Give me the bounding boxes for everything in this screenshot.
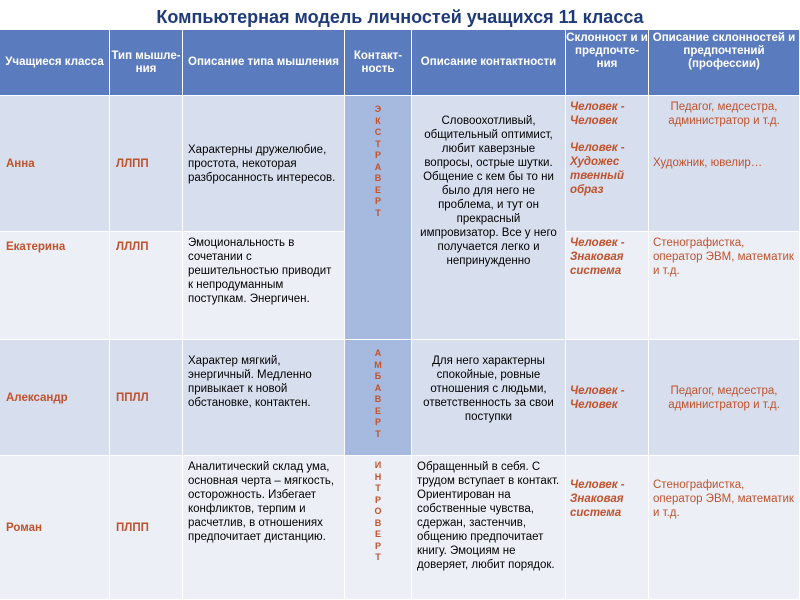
professions-cell xyxy=(649,96,800,232)
student-name: Анна xyxy=(0,96,110,232)
header-inclinations: Склонност и и предпочте-ния xyxy=(566,30,649,96)
thinking-code: ЛЛПП xyxy=(110,96,183,232)
header-student: Учащиеся класса xyxy=(0,30,110,96)
thinking-description: Характер мягкий, энергичный. Медленно привыкает к новой обстановке, контактен. xyxy=(183,340,345,456)
header-thinking-desc: Описание типа мышления xyxy=(183,30,345,96)
student-name: Роман xyxy=(0,456,110,600)
contact-introvert: И Н Т Р О В Е Р Т xyxy=(345,456,412,600)
contact-extravert: Э К С Т Р А В Е Р Т xyxy=(345,96,412,340)
profession: Стенографистка, оператор ЭВМ, математик и т.д. xyxy=(649,456,800,600)
student-name: Александр xyxy=(0,340,110,456)
page-title: Компьютерная модель личностей учащихся 11 класса xyxy=(156,7,644,27)
thinking-description: Характерны дружелюбие, простота, некоторая разбросанность интересов. xyxy=(183,96,345,232)
contact-description-extravert: Словоохотливый, общительный оптимист, любит каверзные вопросы, острые шутки. Общение с кем бы то ни было для него не проблема, и тут он прекрасный импровизатор. Все у него получается легко и непринужденно xyxy=(412,96,566,340)
profession: Педагог, медсестра, администратор и т.д. xyxy=(649,340,800,456)
header-contact: Контакт-ность xyxy=(345,30,412,96)
header-contact-desc: Описание контактности xyxy=(412,30,566,96)
thinking-code: ЛЛЛП xyxy=(110,232,183,340)
personality-table xyxy=(0,30,800,600)
inclination: Человек - Знаковая система xyxy=(566,456,649,600)
header-inclinations-desc: Описание склонностей и предпочтений (профессии) xyxy=(649,30,800,96)
profession: Стенографистка, оператор ЭВМ, математик и т.д. xyxy=(649,232,800,340)
contact-ambivert: А М Б А В Е Р Т xyxy=(345,340,412,456)
profession: Художник, ювелир… xyxy=(653,157,763,169)
student-name: Екатерина xyxy=(0,232,110,340)
header-thinking-type: Тип мышле-ния xyxy=(110,30,183,96)
inclination: Человек - Знаковая система xyxy=(566,232,649,340)
thinking-code: ПЛПП xyxy=(110,456,183,600)
contact-description: Обращенный в себя. С трудом вступает в контакт. Ориентирован на собственные чувства, сдержан, застенчив, общению предпочитает книгу. Эмоциям не доверяет, любит порядок. xyxy=(412,456,566,600)
contact-description: Для него характерны спокойные, ровные отношения с людьми, ответственность за свои поступки xyxy=(412,340,566,456)
thinking-description: Аналитический склад ума, основная черта – мягкость, осторожность. Избегает конфликтов, терпим и расчетлив, в отношениях предпочитает дистанцию. xyxy=(183,456,345,600)
inclination: Человек - Человек xyxy=(566,340,649,456)
thinking-description: Эмоциональность в сочетании с решительностью приводит к непродуманным поступкам. Энергичен. xyxy=(183,232,345,340)
thinking-code: ППЛЛ xyxy=(110,340,183,456)
inclination: Человек - Художес твенный образ xyxy=(570,142,625,196)
inclination: Человек - Человек xyxy=(570,101,625,127)
inclinations-cell xyxy=(566,96,649,232)
profession: Педагог, медсестра, администратор и т.д. xyxy=(668,101,780,127)
